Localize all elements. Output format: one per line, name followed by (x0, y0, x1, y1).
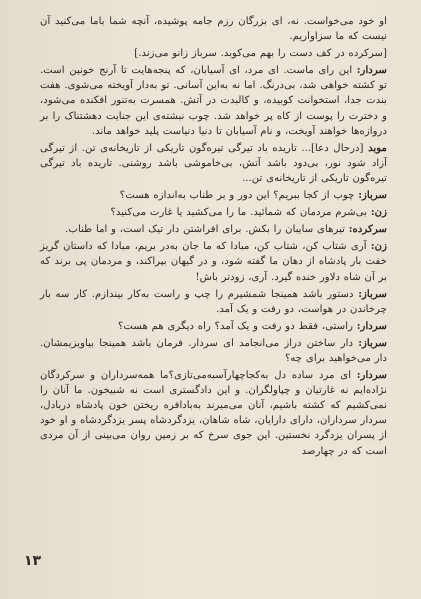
speaker-name: سردار: (356, 64, 387, 77)
stage-direction (40, 46, 387, 61)
speaker-name: موبد (368, 141, 387, 154)
speaker-name: زن: (370, 206, 387, 219)
speaker-name: سرکرده: (348, 223, 387, 236)
paragraph (40, 368, 387, 459)
paragraph (40, 222, 387, 237)
paragraph (40, 188, 387, 203)
page-number: ۱۳ (24, 553, 42, 569)
paragraph-text: ای مرد ساده دل به‌کجاچهارآسبه‌می‌تازی؟ما همه‌سرداران و سرکردگان نژاده‌ایم نه غارتیان و چپاولگران. و این دادگستری است نه شبیخون. ما آنان را نمی‌کشیم که کشته باشیم، آنان می‌میرند به‌بادافره ریختن خون پادشاه دربادل، سردار سرداران، دارای دارایان، شاه شاهان، یزدگردشاه پسر یزدگردشاه و او خود از پسران یزدگرد نخستین. این جوی سرخ که بر زمین روان می‌بینی از آن مردی است که در چهارصد (40, 370, 387, 457)
paragraph (40, 239, 387, 284)
paragraph (40, 336, 387, 366)
paragraph-text: او خود می‌خواست. نه، ای بزرگان رزم جامه پوشیده، آنچه شما باما می‌کنید آن نیست که ما سزاواریم. (40, 16, 387, 43)
paragraph (40, 319, 387, 334)
paragraph (40, 205, 387, 220)
paragraph-text: این رای ماست. ای مرد، ای آسیابان، که پنجه‌هایت تا آرنج خونین است. تو کشته خواهی شد، بی‌درنگ. اما نه به‌این آسانی. تو به‌دار آویخته می‌شوی. هفت بندت جدا، استخوانت کوبیده، و کالبدت در آتش. همسرت به‌تنور افکنده می‌شود، و دخترت را پوست از کاه پر خواهد شد. چوب نبشته‌ی این جنایت دهشتناک را بر دروازه‌ها خواهند آویخت، و نام آسیابان تا دنیا دنیاست پلید خواهد ماند. (40, 65, 387, 137)
paragraph-text: آری شتاب کن، شتاب کن، مبادا که ما جان به‌در بریم، مبادا که داستان گریز خفت بار پادشاه از دهان ما گفته شود، و در گیهان بپراکند، و مردمان پی برند که بر آن شاه دلاور خنده گیرد. آری، زودتر باش! (40, 241, 387, 283)
paragraph-text: بی‌شرم مردمان که شمائید. ما را می‌کشید یا غارت می‌کنید؟ (110, 207, 371, 219)
paragraph (40, 287, 387, 317)
speaker-name: سردار: (356, 319, 387, 332)
speaker-name: زن: (370, 240, 387, 253)
paragraph-text: دستور باشد همینجا شمشیرم را چپ و راست به‌کار بیندازم. کار سه بار چرخاندن در هواست، دو رفت و یک آمد. (40, 288, 387, 315)
paragraph-text: دار ساختن دراز می‌انجامد ای سردار. فرمان باشد همینجا بیاویزیمشان. دار می‌خواهید برای چه؟ (40, 337, 387, 364)
speaker-name: سردار: (356, 369, 387, 382)
paragraph (40, 63, 387, 138)
paragraph (40, 141, 387, 186)
speaker-name: سرباز: (358, 189, 387, 202)
paragraph-text: [درحال دعا]... تاریده باد تیرگی تیره‌گون تاریکی از تاریخانه‌ی تن. از تیرگی آزاد شود نور، بی‌دود باشد آتش، بی‌خاموشی باشد روشنی. تاریده باد تیرگی تیره‌گون تاریکی از تاریخانه‌ی تن... (40, 142, 387, 184)
paragraph (40, 14, 387, 44)
play-text (40, 14, 387, 459)
paragraph-text: تیرهای سایبان را بکش. برای افراشتن دار تیک است، و اما طناب. (65, 224, 349, 236)
speaker-name: سرباز: (358, 287, 387, 300)
paragraph-text: [سرکرده در کف دست را بهم می‌کوبد. سرباز زانو می‌زند.] (134, 48, 387, 60)
speaker-name: سرباز: (358, 336, 387, 349)
paragraph-text: چوب از کجا ببریم؟ این دور و بر طناب به‌اندازه هست؟ (119, 190, 359, 202)
paragraph-text: راستی، فقط دو رفت و یک آمد؟ راه دیگری هم هست؟ (117, 320, 357, 332)
